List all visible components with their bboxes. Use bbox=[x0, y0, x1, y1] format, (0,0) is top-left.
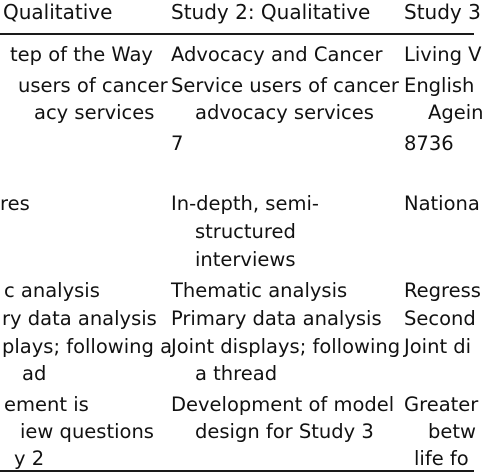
header-col-3: Study 3 bbox=[404, 0, 481, 24]
cell-r4-c2-line3: interviews bbox=[195, 248, 296, 271]
cell-r4-c3: Nationa bbox=[404, 192, 480, 215]
cell-r8-c2-line1: Development of model bbox=[171, 393, 395, 416]
cell-r8-c3-line1: Greater bbox=[404, 393, 479, 416]
cell-r8-c1-line3: y 2 bbox=[14, 447, 45, 470]
cell-r8-c3-line2: betw bbox=[428, 420, 476, 443]
cell-r8-c2-line2: design for Study 3 bbox=[195, 420, 374, 443]
cell-r2-c2-line1: Service users of cancer bbox=[171, 74, 399, 97]
cell-r1-c1: tep of the Way bbox=[10, 43, 153, 66]
cell-r6-c3: Second bbox=[404, 307, 476, 330]
cell-r2-c3-line2: Agein bbox=[428, 101, 484, 124]
cell-r3-c3: 8736 bbox=[404, 132, 454, 155]
cell-r7-c2-line1: Joint displays; following bbox=[171, 335, 401, 358]
header-rule bbox=[0, 33, 474, 35]
cell-r5-c3: Regress bbox=[404, 279, 481, 302]
cell-r7-c1-line2: ad bbox=[22, 362, 47, 385]
cell-r2-c1-line2: acy services bbox=[34, 101, 155, 124]
cell-r4-c1: res bbox=[0, 192, 30, 215]
cell-r1-c2: Advocacy and Cancer bbox=[171, 43, 383, 66]
cell-r7-c3: Joint di bbox=[404, 335, 472, 358]
cell-r3-c2: 7 bbox=[171, 132, 184, 155]
cell-r7-c1-line1: plays; following a bbox=[2, 335, 173, 358]
cell-r7-c2-line2: a thread bbox=[195, 362, 278, 385]
cell-r6-c2: Primary data analysis bbox=[171, 307, 382, 330]
cell-r2-c1-line1: users of cancer bbox=[18, 74, 168, 97]
cell-r5-c1: c analysis bbox=[4, 279, 100, 302]
cell-r1-c3: Living V bbox=[404, 43, 482, 66]
cell-r2-c2-line2: advocacy services bbox=[195, 101, 374, 124]
cell-r6-c1: ry data analysis bbox=[2, 307, 157, 330]
cell-r8-c1-line2: iew questions bbox=[20, 420, 154, 443]
cell-r5-c2: Thematic analysis bbox=[171, 279, 348, 302]
cell-r8-c3-line3: life fo bbox=[414, 447, 469, 470]
header-col-2: Study 2: Qualitative bbox=[171, 0, 371, 24]
cell-r8-c1-line1: ement is bbox=[4, 393, 89, 416]
cell-r4-c2-line1: In-depth, semi- bbox=[171, 192, 319, 215]
cell-r2-c3-line1: English bbox=[404, 74, 475, 97]
header-col-1: Qualitative bbox=[3, 0, 113, 24]
table-bottom-rule bbox=[0, 470, 474, 472]
cell-r4-c2-line2: structured bbox=[195, 220, 296, 243]
